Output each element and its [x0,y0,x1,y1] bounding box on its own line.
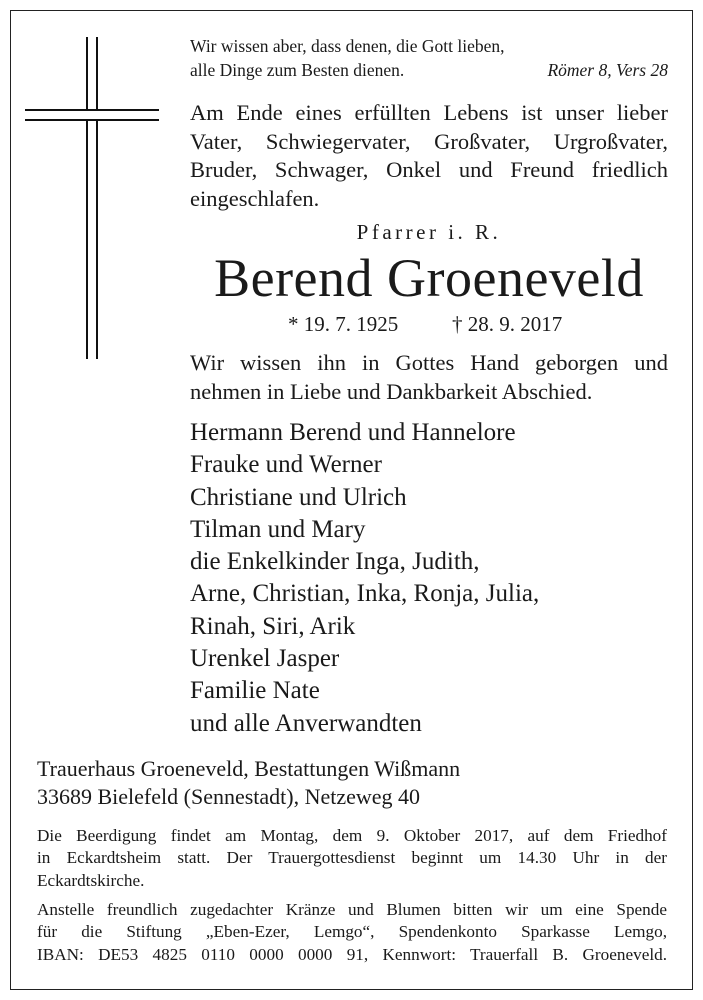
closing-line: nehmen in Liebe und Dankbarkeit Abschied. [190,378,593,404]
funeral-home-line-2: 33689 Bielefeld (Sennestadt), Netzeweg 40 [37,784,421,809]
closing-text [190,349,668,406]
donation-line: IBAN: DE53 4825 0110 0000 0000 91, Kennwort: Trauerfall B. Groeneveld. [37,944,667,964]
ceremony-line: in Eckardtsheim statt. Der Trauergottesdienst beginnt um 14.30 Uhr in der [37,848,667,868]
family-line: Arne, Christian, Inka, Ronja, Julia, [190,580,540,608]
funeral-home-line-1: Trauerhaus Groeneveld, Bestattungen Wißmann [37,756,461,781]
verse-line-2: alle Dinge zum Besten dienen. [190,60,405,80]
cross-center [88,111,96,119]
intro-text [190,99,668,213]
family-line: Frauke und Werner [190,451,382,479]
family-line: Familie Nate [190,677,320,705]
birth-date: * 19. 7. 1925 [288,312,399,336]
intro-line: Vater, Schwiegervater, Großvater, Urgroßvater, [190,128,668,154]
bible-verse [190,34,668,82]
funeral-home-address [37,755,677,811]
donation-line: für die Stiftung „Eben-Ezer, Lemgo“, Spendenkonto Sparkasse Lemgo, [37,922,667,942]
ceremony-info [37,825,667,892]
verse-line-1: Wir wissen aber, dass denen, die Gott lieben, [190,36,505,56]
family-line: Urenkel Jasper [190,645,340,673]
donation-info [37,899,667,966]
death-date: † 28. 9. 2017 [452,312,563,336]
ceremony-line: Eckardtskirche. [37,870,145,890]
family-line: und alle Anverwandten [190,709,422,737]
intro-line: eingeschlafen. [190,185,320,211]
intro-line: Am Ende eines erfüllten Lebens ist unser lieber [190,100,668,125]
verse-reference: Römer 8, Vers 28 [547,60,668,80]
family-line: Tilman und Mary [190,515,366,543]
cross-vertical-bar [86,37,98,359]
family-line: Rinah, Siri, Arik [190,612,356,640]
donation-line: Anstelle freundlich zugedachter Kränze und Blumen bitten wir um eine Spende [37,900,667,919]
family-line: Hermann Berend und Hannelore [190,419,516,446]
ceremony-line: Die Beerdigung findet am Montag, dem 9. Oktober 2017, auf dem Friedhof [37,826,667,845]
deceased-title: Pfarrer i. R. [356,220,502,244]
family-line: die Enkelkinder Inga, Judith, [190,548,480,576]
deceased-name: Berend Groeneveld [214,248,644,308]
family-list [190,417,668,740]
family-line: Christiane und Ulrich [190,483,407,511]
intro-line: Bruder, Schwager, Onkel und Freund friedlich [190,157,668,182]
closing-line: Wir wissen ihn in Gottes Hand geborgen und [190,350,668,375]
